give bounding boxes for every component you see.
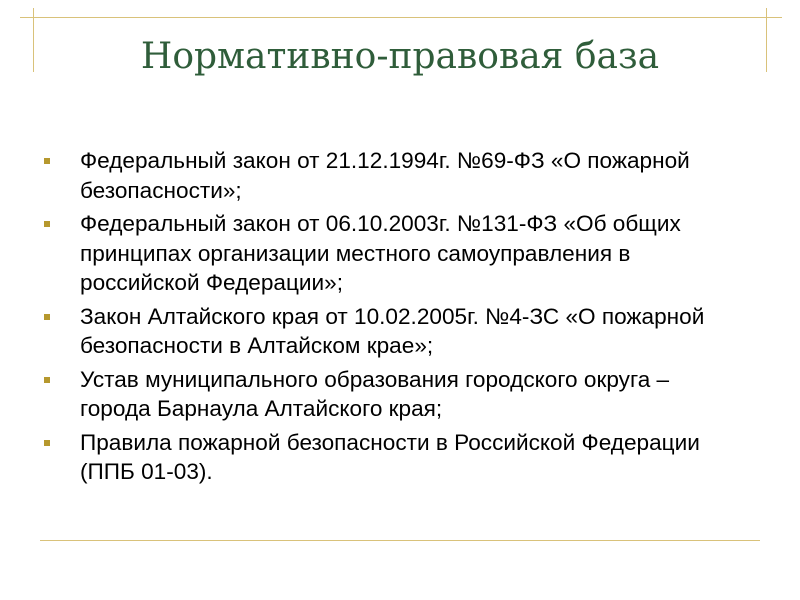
bullet-icon: [44, 158, 50, 164]
list-item: [44, 365, 744, 424]
decorative-line-bottom: [40, 540, 760, 541]
list-item: [44, 302, 744, 361]
list-item-text: Федеральный закон от 21.12.1994г. №69-ФЗ «О пожарной безопасности»;: [80, 148, 690, 203]
list-item: [44, 428, 744, 487]
bullet-icon: [44, 221, 50, 227]
list-item-text: Устав муниципального образования городского округа – города Барнаула Алтайского края;: [80, 366, 670, 421]
legal-basis-list: [44, 146, 744, 491]
list-item-text: Правила пожарной безопасности в Российской Федерации (ППБ 01-03).: [80, 429, 700, 484]
bullet-icon: [44, 377, 50, 383]
list-item-text: Федеральный закон от 06.10.2003г. №131-ФЗ «Об общих принципах организации местного самоуправления в российской Федерации»;: [80, 211, 681, 295]
decorative-line-top: [20, 17, 782, 18]
bullet-icon: [44, 440, 50, 446]
list-item: [44, 209, 744, 298]
list-item: [44, 146, 744, 205]
bullet-icon: [44, 314, 50, 320]
list-item-text: Закон Алтайского края от 10.02.2005г. №4-ЗС «О пожарной безопасности в Алтайском крае»;: [80, 303, 705, 358]
slide-title: Нормативно-правовая база: [140, 36, 660, 77]
